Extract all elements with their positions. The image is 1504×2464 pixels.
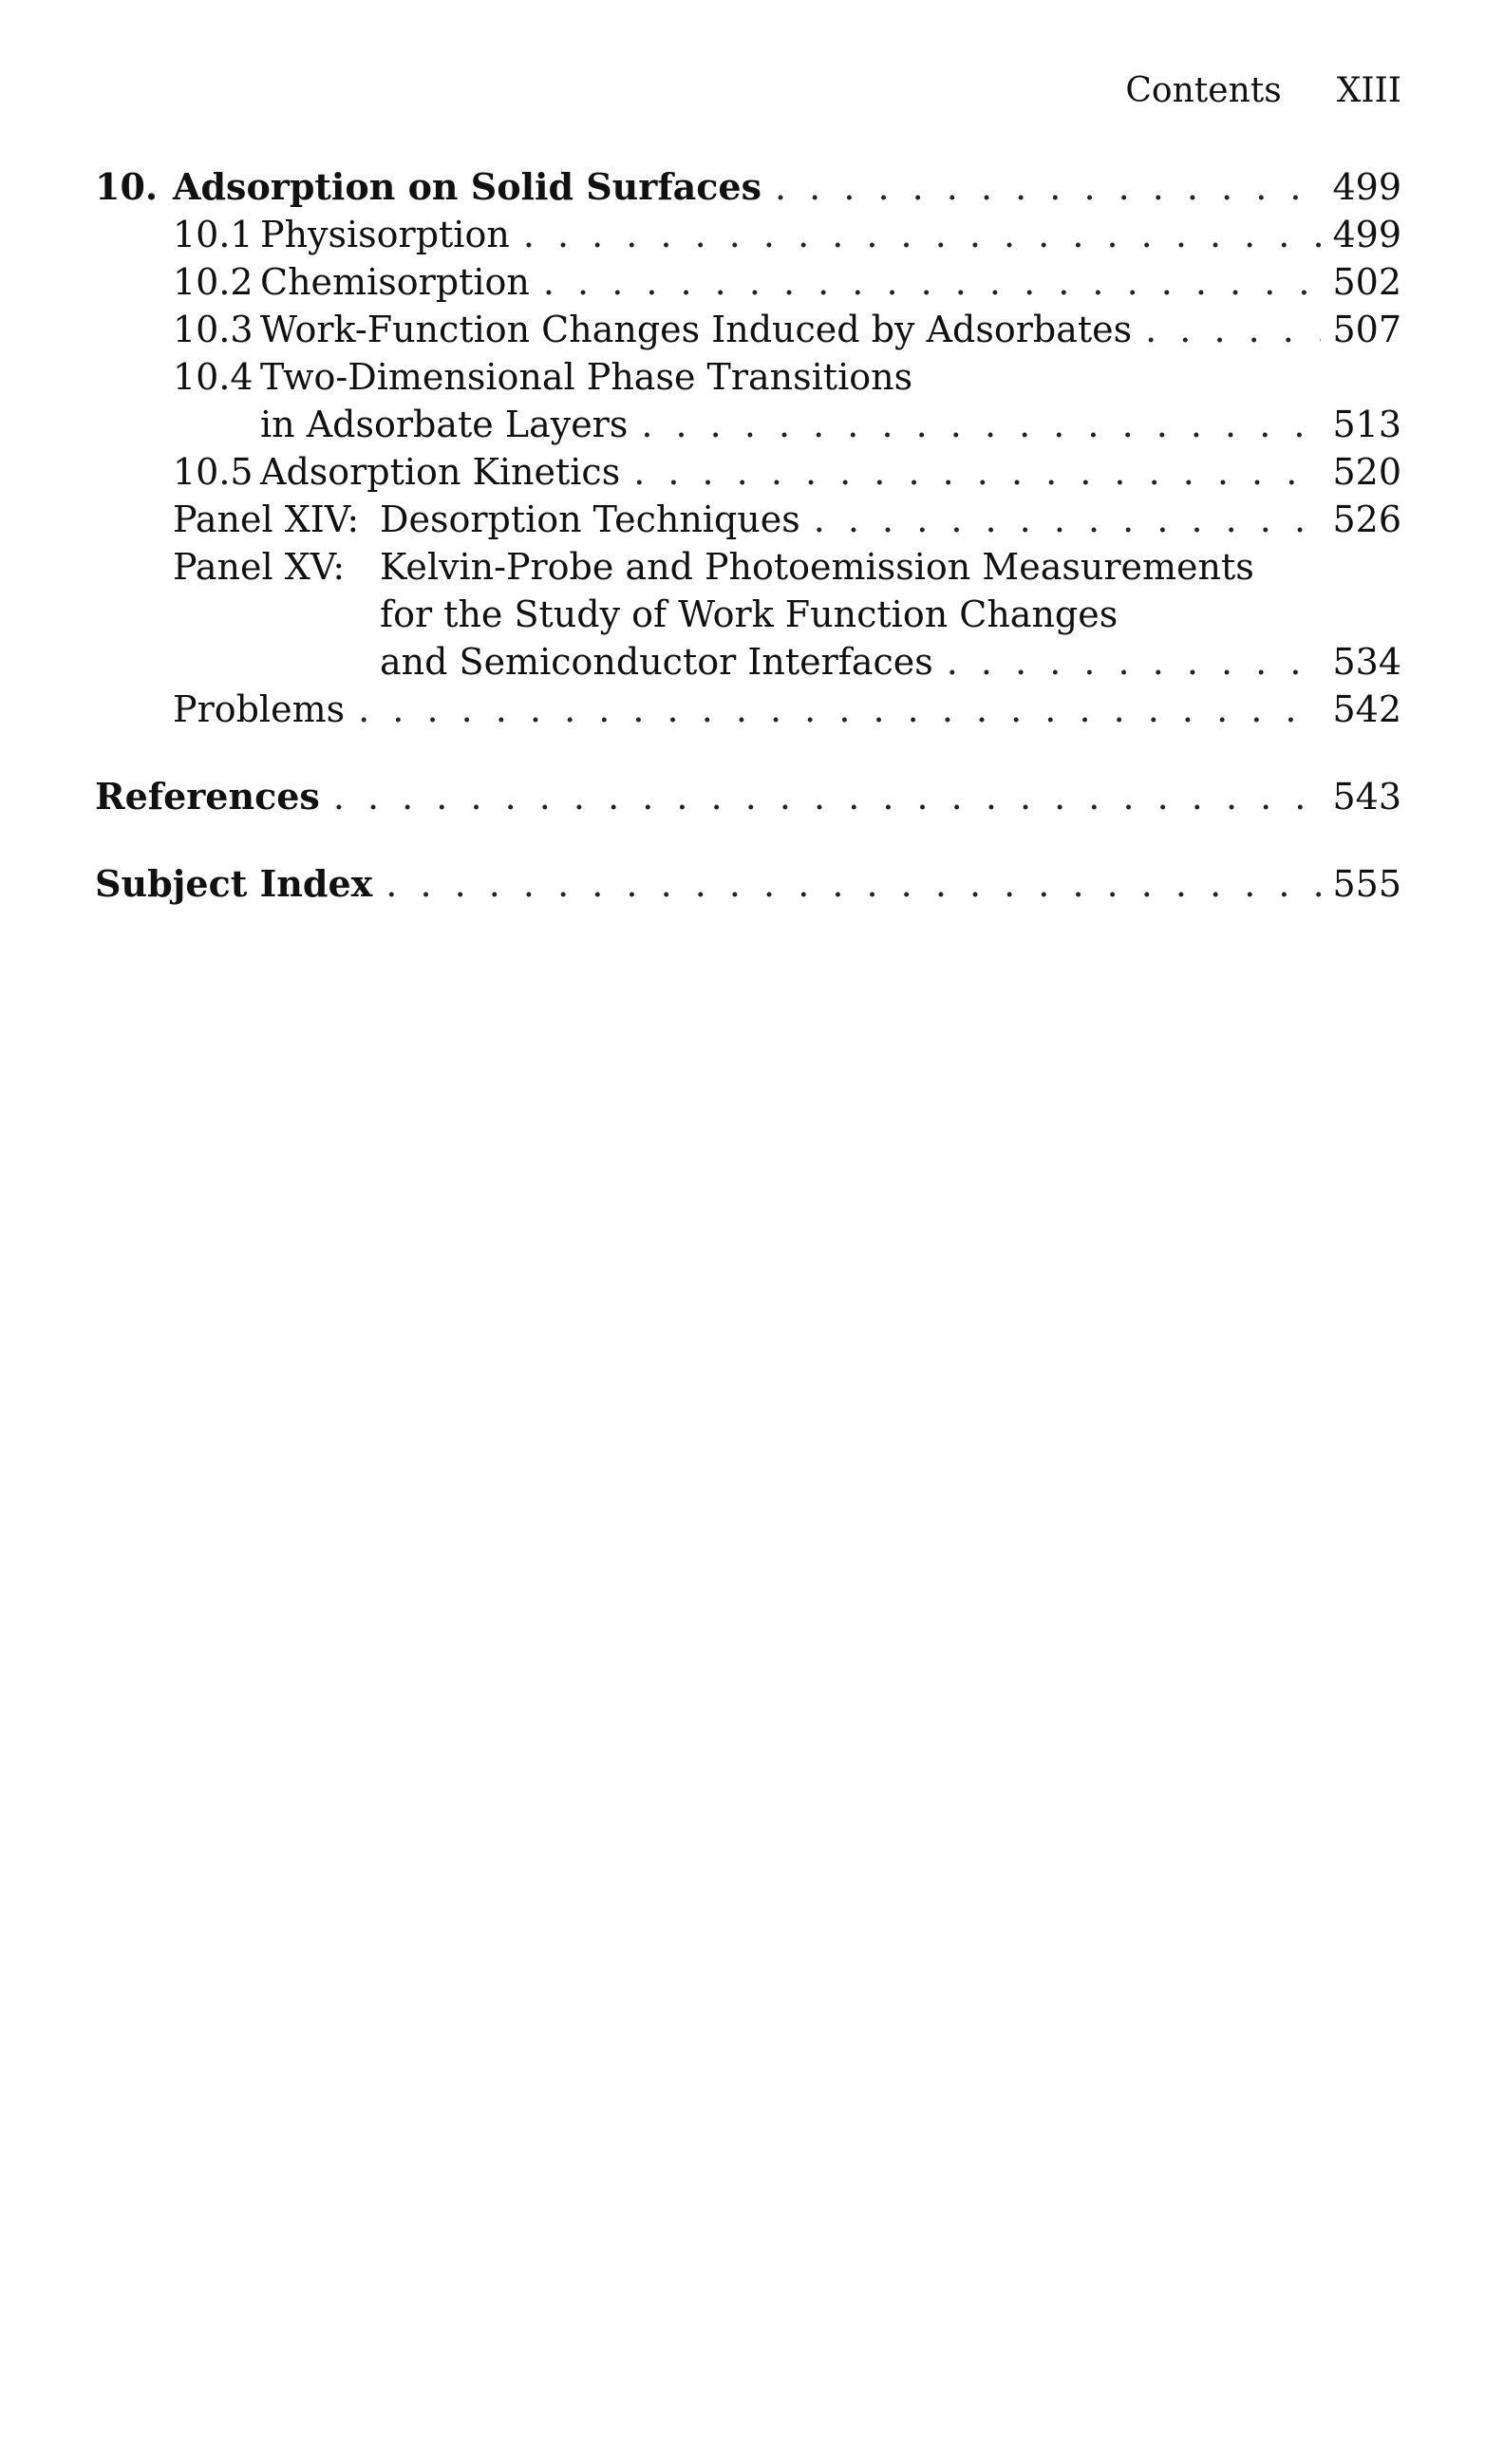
panel-title-continued: and Semiconductor Interfaces xyxy=(380,641,933,683)
toc-references[interactable] xyxy=(95,773,1401,820)
chapter-number: 10. xyxy=(95,165,159,208)
section-title: Two-Dimensional Phase Transitions xyxy=(260,356,913,398)
toc-section-10-2[interactable] xyxy=(95,258,1401,306)
toc-panel-xv-line1[interactable] xyxy=(95,543,1401,591)
page-ref: 499 xyxy=(1332,214,1401,255)
section-number: 10.4 xyxy=(173,356,254,398)
toc-subject-index[interactable] xyxy=(95,860,1401,908)
toc-section-10-4-line2[interactable] xyxy=(95,401,1401,448)
page-ref: 526 xyxy=(1332,498,1401,540)
running-header-label: Contents xyxy=(1125,71,1282,110)
spacer xyxy=(95,820,1401,860)
page-ref: 534 xyxy=(1332,641,1401,683)
leader-dots xyxy=(333,773,1322,820)
section-number: 10.5 xyxy=(173,451,254,493)
section-number: 10.3 xyxy=(173,309,254,350)
page-ref: 502 xyxy=(1332,261,1401,303)
toc-panel-xiv[interactable] xyxy=(95,496,1401,543)
section-title-continued: in Adsorbate Layers xyxy=(260,404,629,445)
page-ref: 543 xyxy=(1332,776,1401,818)
toc-section-10-1[interactable] xyxy=(95,211,1401,258)
toc-chapter-10[interactable] xyxy=(95,163,1401,211)
leader-dots xyxy=(523,211,1322,258)
leader-dots xyxy=(641,401,1321,448)
toc-problems[interactable] xyxy=(95,686,1401,733)
references-title: References xyxy=(95,775,320,818)
toc-section-10-5[interactable] xyxy=(95,448,1401,496)
toc-section-10-4-line1[interactable] xyxy=(95,353,1401,401)
table-of-contents xyxy=(95,163,1401,908)
leader-dots xyxy=(1145,306,1321,353)
toc-panel-xv-line3[interactable] xyxy=(95,638,1401,686)
page-number-roman: XIII xyxy=(1336,71,1401,110)
panel-title: Desorption Techniques xyxy=(380,498,800,540)
section-number: 10.2 xyxy=(173,261,254,303)
toc-panel-xv-line2[interactable] xyxy=(95,591,1401,638)
section-title: Work-Function Changes Induced by Adsorbates xyxy=(260,309,1133,350)
page-ref: 507 xyxy=(1332,309,1401,350)
leader-dots xyxy=(543,258,1322,306)
section-title: Physisorption xyxy=(260,214,510,255)
section-title: Chemisorption xyxy=(260,261,530,303)
panel-label: Panel XIV: xyxy=(173,498,360,540)
leader-dots xyxy=(947,638,1322,686)
running-header xyxy=(1125,71,1401,110)
page-ref: 499 xyxy=(1332,166,1401,208)
leader-dots xyxy=(358,686,1321,733)
leader-dots xyxy=(385,860,1321,908)
chapter-title: Adsorption on Solid Surfaces xyxy=(173,165,762,208)
leader-dots xyxy=(775,163,1321,211)
page-ref: 542 xyxy=(1332,688,1401,730)
leader-dots xyxy=(814,496,1322,543)
panel-title: Kelvin-Probe and Photoemission Measurements xyxy=(380,546,1254,588)
page-ref: 555 xyxy=(1332,863,1401,905)
section-number: 10.1 xyxy=(173,214,254,255)
section-title: Adsorption Kinetics xyxy=(260,451,621,493)
page-ref: 513 xyxy=(1332,404,1401,445)
page-ref: 520 xyxy=(1332,451,1401,493)
spacer xyxy=(95,733,1401,773)
subject-index-title: Subject Index xyxy=(95,862,373,905)
leader-dots xyxy=(633,448,1321,496)
problems-title: Problems xyxy=(173,688,346,730)
panel-title-continued: for the Study of Work Function Changes xyxy=(380,593,1119,635)
panel-label: Panel XV: xyxy=(173,546,346,588)
toc-section-10-3[interactable] xyxy=(95,306,1401,353)
